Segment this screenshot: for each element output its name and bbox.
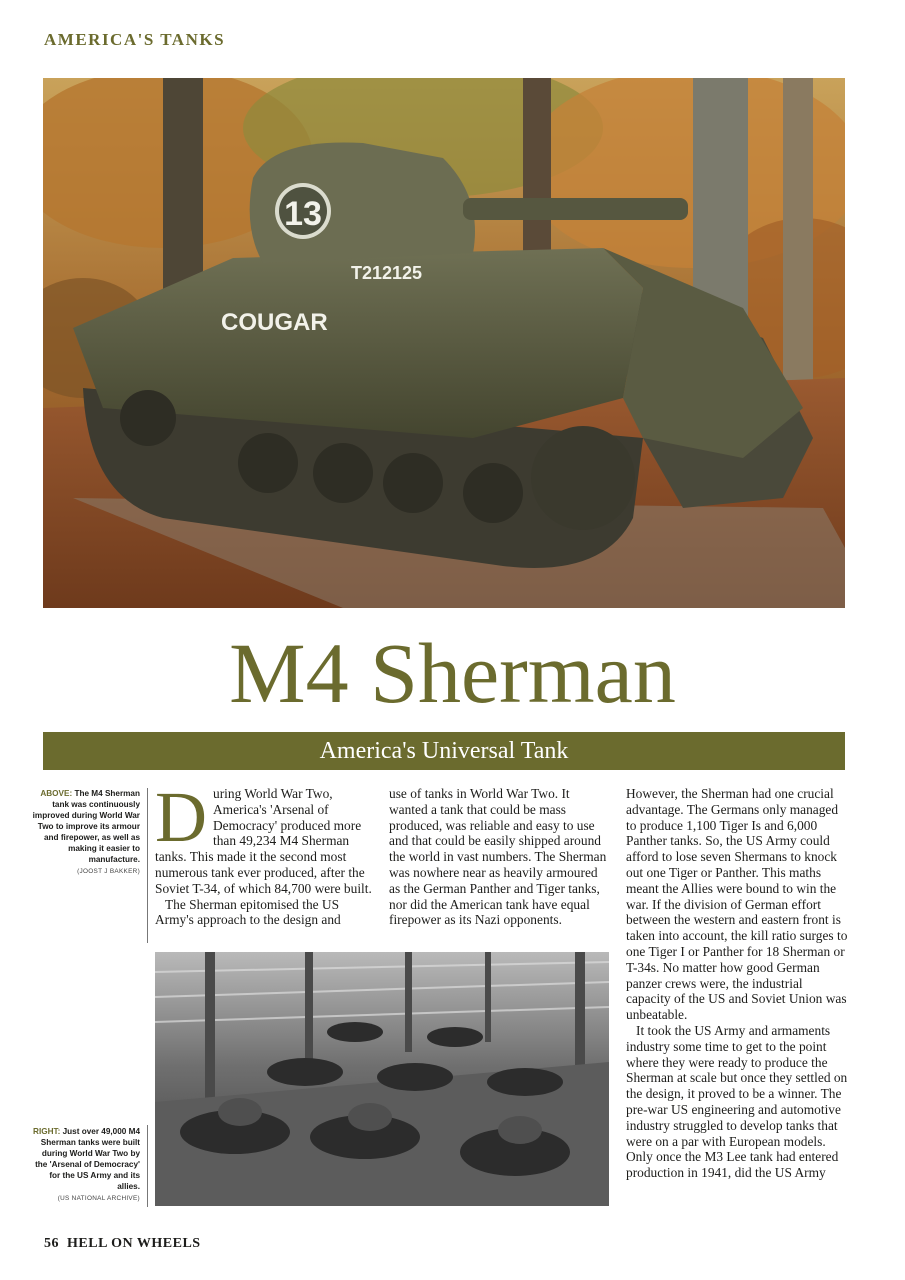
column-text: The Sherman epitomised the US Army's approach to the design and [155, 896, 341, 928]
column-text: use of tanks in World War Two. It wanted a tank that could be mass produced, was reliable and easy to use and that could be easily shipped around the world in vast numbers. The Sherman was nowhere near as heavily armoured as the German Panther and Tiger tanks, nor did the American tank have equal firepower as its Nazi opponents. [389, 786, 607, 928]
caption-divider [147, 1125, 148, 1207]
caption-credit: (JOOST J BAKKER) [77, 868, 140, 875]
column-text: uring World War Two, America's 'Arsenal of Democracy' produced more than 49,234 M4 Sherman tanks. This made it the second most numerous tank ever produced, after the Soviet T-34, of which 84,700 were built. [155, 786, 372, 896]
tank-serial: T212125 [351, 263, 423, 283]
section-label: AMERICA'S TANKS [44, 30, 226, 49]
caption-text: The M4 Sherman tank was continuously improved during World War Two to improve its armour and firepower, as well as making it easier to manufacture. [32, 789, 140, 864]
factory-photo [155, 952, 609, 1206]
factory-photo-icon [155, 952, 609, 1206]
magazine-name: HELL ON WHEELS [67, 1236, 201, 1251]
caption-credit: (US NATIONAL ARCHIVE) [57, 1195, 140, 1202]
article-subtitle: America's Universal Tank [43, 732, 845, 770]
column-text: However, the Sherman had one crucial advantage. The Germans only managed to produce 1,100 Tiger Is and 6,000 Panther tanks. So, the US Army could afford to lose seven Shermans to knock out one Tiger or Panther. This maths meant the Allies were bound to win the war. If the division of German effort between the western and eastern front is taken into account, the kill ratio surges to one Tiger I or Panther for 18 Sherman or T-34s. No matter how good German panzer crews were, the industrial capacity of the US and Soviet Union was unbeatable. [626, 786, 848, 1023]
turret-number: 13 [284, 195, 322, 233]
caption-lead: RIGHT: [33, 1127, 61, 1136]
article-column-1 [155, 777, 373, 928]
article-column-3 [626, 786, 848, 1181]
hero-photo [43, 78, 845, 608]
tank-name: COUGAR [221, 309, 328, 336]
caption-text: Just over 49,000 M4 Sherman tanks were built during World War Two by the 'Arsenal of Democracy' for the US Army and its allies. [35, 1127, 140, 1191]
tank-photo-icon [43, 78, 845, 608]
dropcap: D [155, 777, 207, 857]
caption-divider [147, 788, 148, 943]
caption-right [30, 1126, 140, 1204]
article-title: M4 Sherman [229, 625, 676, 721]
article-column-2 [389, 786, 609, 928]
caption-above [30, 788, 140, 877]
page-footer [44, 1236, 201, 1252]
caption-lead: ABOVE: [40, 789, 73, 798]
column-text: It took the US Army and armaments industry some time to get to the point where they were ready to produce the Sherman at scale but once they settled on the design, it proved to be a winner. The pre-war US engineering and automotive industry struggled to develop tanks that were on a par with European models. Only once the M3 Lee tank had entered production in 1941, did the US Army [626, 1022, 848, 1181]
page-number: 56 [44, 1236, 59, 1251]
